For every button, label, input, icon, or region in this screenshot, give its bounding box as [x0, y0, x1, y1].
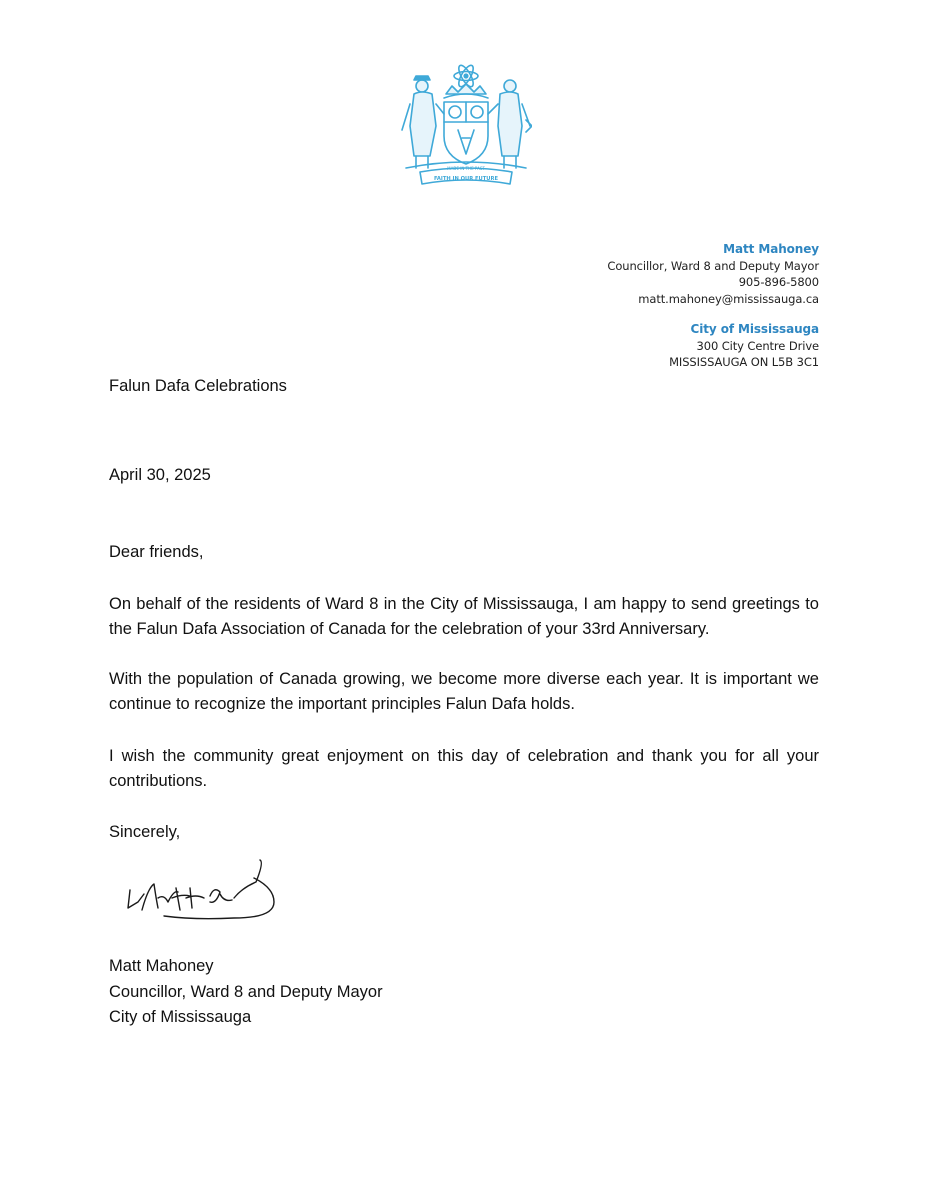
signoff-name: Matt Mahoney	[109, 957, 214, 975]
sender-name: Matt Mahoney	[723, 242, 819, 256]
sender-address-line2: MISSISSAUGA ON L5B 3C1	[669, 355, 819, 369]
sender-address-line1: 300 City Centre Drive	[696, 338, 819, 353]
recipient-line: Falun Dafa Celebrations	[109, 377, 287, 395]
letter-date: April 30, 2025	[109, 466, 211, 484]
sender-phone: 905-896-5800	[738, 275, 819, 289]
body-paragraph-2: With the population of Canada growing, we become more diverse each year. It is important we continue to recognize the important principles Falun Dafa holds.	[109, 670, 819, 713]
signoff-title: Councillor, Ward 8 and Deputy Mayor	[109, 983, 383, 1001]
crest-motto-bottom: FAITH IN OUR FUTURE	[433, 176, 499, 182]
body-paragraph-1: On behalf of the residents of Ward 8 in the City of Mississauga, I am happy to send greetings to the Falun Dafa Association of Canada for the celebration of your 33rd Anniversary.	[109, 595, 819, 638]
sender-contact-block	[607, 241, 819, 371]
city-crest-logo	[400, 64, 532, 190]
signoff-org: City of Mississauga	[109, 1008, 252, 1026]
sender-email: matt.mahoney@mississauga.ca	[638, 291, 819, 306]
sender-org: City of Mississauga	[690, 322, 819, 336]
salutation: Dear friends,	[109, 543, 204, 561]
crest-motto-top: MADE IN THE PAST	[447, 166, 485, 171]
body-paragraph-3: I wish the community great enjoyment on this day of celebration and thank you for all your contributions.	[109, 747, 819, 790]
handwritten-signature	[124, 858, 300, 930]
closing: Sincerely,	[109, 823, 181, 841]
sender-title: Councillor, Ward 8 and Deputy Mayor	[607, 258, 819, 273]
